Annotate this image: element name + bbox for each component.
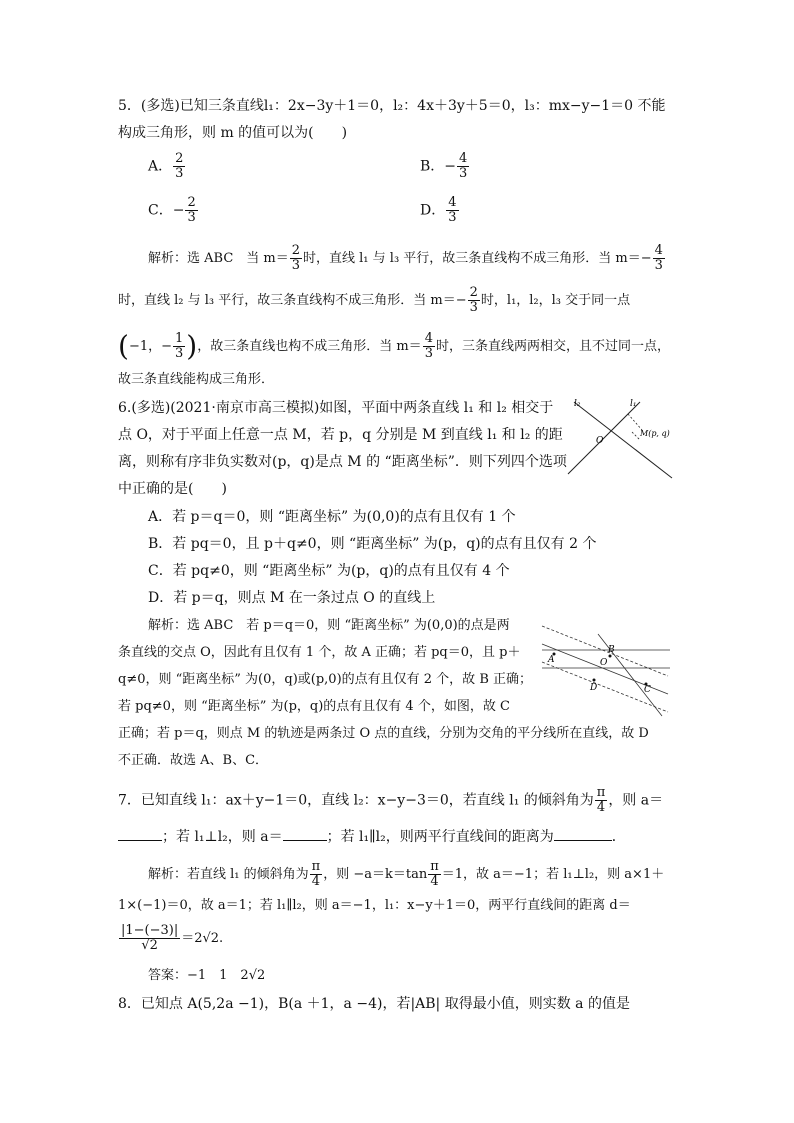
q5-solution-line4: 故三条直线能构成三角形． bbox=[118, 372, 275, 387]
fraction: $\frac{1}{3}$ bbox=[175, 331, 184, 361]
fraction: $\frac{2}{3}$ bbox=[187, 195, 196, 225]
fraction: $\frac{2}{3}$ bbox=[291, 243, 301, 273]
q7-solution-line2: 1×(−1)＝0，故 a＝1；若 l₁∥l₂，则 a＝−1，l₁：x−y＋1＝0，两平行直线间的距离 d＝ bbox=[118, 898, 631, 913]
q6-option-b[interactable]: B．若 pq＝0，且 p＋q≠0，则 “距离坐标” 为(p，q)的点有且仅有 2 个 bbox=[148, 536, 597, 552]
q6-option-a[interactable]: A．若 p＝q＝0，则 “距离坐标” 为(0,0)的点有且仅有 1 个 bbox=[148, 509, 516, 525]
fraction: $\frac{\pi}{4}$ bbox=[596, 785, 606, 815]
q6-solution-figure bbox=[538, 616, 676, 720]
q5-solution-line2: 时，直线 l₂ 与 l₃ 平行，故三条直线构不成三角形．当 m＝− $\frac{2}{3}$ 时，l₁，l₂，l₃ 交于同一点 bbox=[118, 285, 631, 315]
q6-figure-distance-coordinates bbox=[560, 392, 678, 486]
q5-option-b[interactable]: B．− $\frac{4}{3}$ bbox=[420, 151, 468, 181]
q6-solution-line6: 不正确．故选 A、B、C． bbox=[118, 753, 269, 768]
q6-solution-line2: 条直线的交点 O，因此有且仅有 1 个，故 A 正确；若 pq＝0，且 p＋ bbox=[118, 645, 521, 660]
q6-solution-line4: 若 pq≠0，则 “距离坐标” 为(p，q)的点有且仅有 4 个，如图，故 C bbox=[118, 699, 510, 714]
label-b: B bbox=[608, 645, 615, 655]
fraction: $\frac{4}{3}$ bbox=[424, 331, 433, 361]
q5-option-a[interactable]: A． $\frac{2}{3}$ bbox=[148, 151, 184, 181]
q7-stem-line1: 7．已知直线 l₁：ax＋y−1＝0，直线 l₂：x−y−3＝0，若直线 l₁ 的倾斜角为 $\frac{\pi}{4}$ ，则 a＝ bbox=[118, 785, 664, 815]
label-o: O bbox=[600, 658, 608, 668]
q5-solution-line3: (−1，− $\frac{1}{3}$ )，故三条直线也构不成三角形．当 m＝ $\frac{4}{3}$ 时，三条直线两两相交，且不过同一点， bbox=[118, 329, 670, 363]
fraction: $\frac{4}{3}$ bbox=[459, 151, 468, 181]
answer-blank-2[interactable] bbox=[283, 826, 327, 841]
q6-stem-line3: 离，则称有序非负实数对(p，q)是点 M 的 “距离坐标”．则下列四个选项 bbox=[118, 454, 567, 470]
q7-answer: 答案：−1 1 2√2 bbox=[148, 968, 266, 983]
label-m: M(p, q) bbox=[640, 429, 670, 438]
q6-option-c[interactable]: C．若 pq≠0，则 “距离坐标” 为(p，q)的点有且仅有 4 个 bbox=[148, 563, 510, 579]
fraction: $\frac{2}{3}$ bbox=[469, 285, 478, 315]
q6-stem-line2: 点 O，对于平面上任意一点 M，若 p，q 分别是 M 到直线 l₁ 和 l₂ 的距 bbox=[118, 427, 563, 443]
fraction: $\frac{\pi}{4}$ bbox=[311, 859, 321, 889]
q6-solution-line1: 解析：选 ABC 若 p＝q＝0，则 “距离坐标” 为(0,0)的点是两 bbox=[148, 618, 510, 633]
fraction: $\frac{|1-(-3)|}{√2}$ bbox=[121, 923, 179, 953]
q7-solution-line3: $\frac{|1-(-3)|}{√2}$ ＝2√2. bbox=[121, 923, 224, 953]
q6-stem-line4: 中正确的是( ) bbox=[118, 481, 227, 497]
label-l1: l₁ bbox=[630, 399, 637, 409]
q5-solution-line1: 解析：选 ABC 当 m＝ $\frac{2}{3}$ 时，直线 l₁ 与 l₃ 平行，故三条直线构不成三角形．当 m＝− $\frac{4}{3}$ bbox=[148, 243, 663, 273]
label-d: D bbox=[590, 683, 598, 693]
answer-blank-3[interactable] bbox=[554, 826, 612, 841]
q5-stem-line2: 构成三角形，则 m 的值可以为( ) bbox=[118, 125, 348, 141]
label-o: O bbox=[596, 436, 604, 446]
q7-stem-line2: ；若 l₁⊥l₂，则 a＝ ；若 l₁∥l₂，则两平行直线间的距离为 ． bbox=[118, 826, 626, 847]
label-a: A bbox=[548, 655, 555, 665]
line-l2 bbox=[574, 402, 672, 478]
answer-blank-1[interactable] bbox=[118, 826, 162, 841]
q6-option-d[interactable]: D．若 p＝q，则点 M 在一条过点 O 的直线上 bbox=[148, 590, 436, 606]
label-c: C bbox=[644, 685, 651, 695]
q5-option-d[interactable]: D． $\frac{4}{3}$ bbox=[420, 195, 457, 225]
q5-stem-line1: 5．(多选)已知三条直线l₁：2x−3y＋1＝0，l₂：4x＋3y＋5＝0，l₃：mx−y−1＝0 不能 bbox=[118, 98, 666, 114]
fraction: $\frac{4}{3}$ bbox=[654, 243, 663, 273]
fraction: $\frac{\pi}{4}$ bbox=[430, 859, 439, 889]
q6-solution-line3: q≠0，则 “距离坐标” 为(0，q)或(p,0)的点有且仅有 2 个，故 B 正确； bbox=[118, 672, 533, 687]
fraction: $\frac{2}{3}$ bbox=[175, 151, 184, 181]
q6-solution-line5: 正确；若 p＝q，则点 M 的轨迹是两条过 O 点的直线，分别为交角的平分线所在直线，故 D bbox=[118, 726, 649, 741]
fraction: $\frac{4}{3}$ bbox=[448, 195, 457, 225]
q8-stem-line1: 8．已知点 A(5,2a −1)，B(a ＋1，a −4)，若|AB| 取得最小值，则实数 a 的值是 bbox=[118, 996, 630, 1012]
q6-stem-line1: 6.(多选)(2021·南京市高三模拟)如图，平面中两条直线 l₁ 和 l₂ 相交于 bbox=[118, 400, 554, 416]
q7-solution-line1: 解析：若直线 l₁ 的倾斜角为 $\frac{\pi}{4}$ ，则 −a＝k＝tan $\frac{\pi}{4}$ ＝1，故 a＝−1；若 l₁⊥l₂，则 a×1＋ bbox=[148, 859, 665, 889]
q5-option-c[interactable]: C．− $\frac{2}{3}$ bbox=[148, 195, 196, 225]
line-l1 bbox=[568, 402, 640, 474]
label-l2: l₂ bbox=[574, 399, 581, 409]
